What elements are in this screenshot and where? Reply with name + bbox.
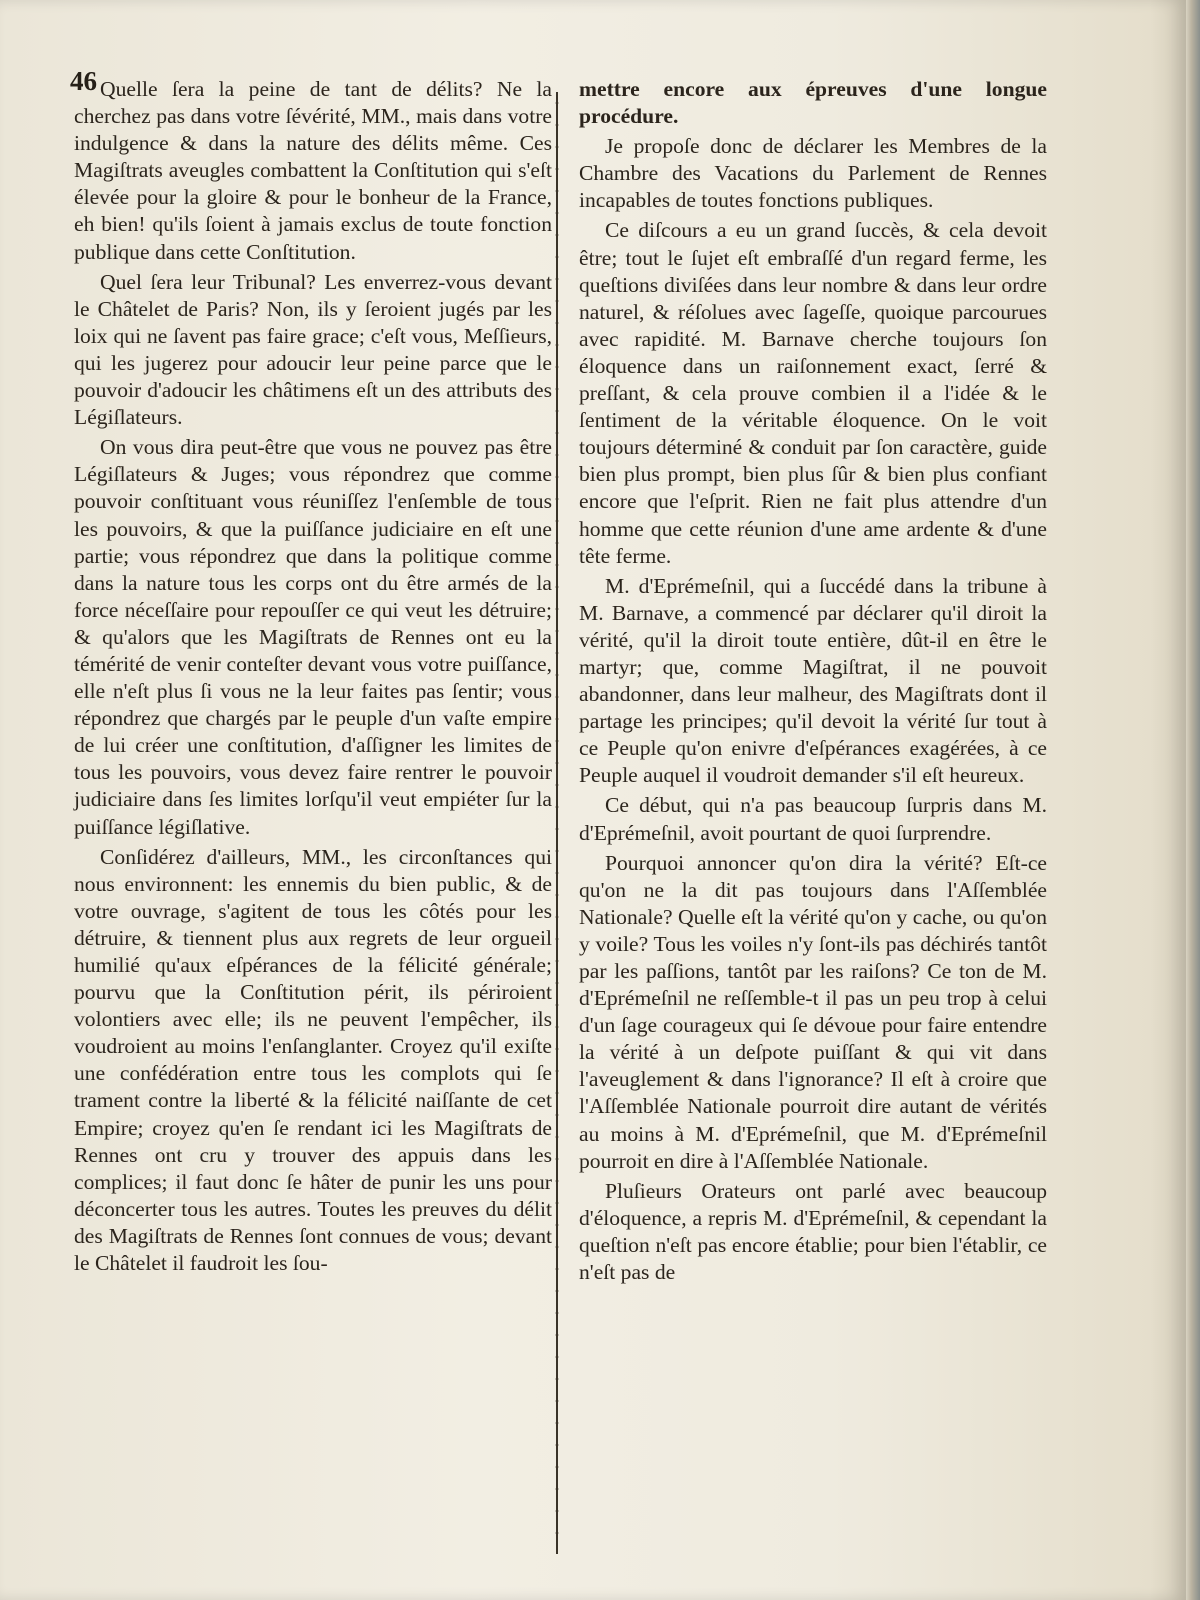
paragraph: Ce début, qui n'a pas beaucoup ſurpris dans M. d'Eprémeſnil, avoit pourtant de quoi ſurprendre. xyxy=(579,793,1047,845)
column-divider-dots xyxy=(553,92,561,1554)
paragraph: On vous dira peut-être que vous ne pouvez pas être Légiſlateurs & Juges; vous répondrez que comme pouvoir conſtituant vous réuniſſez l'enſemble de tous les pouvoirs, & que la puiſſance judiciaire en eſt une partie; vous répondrez que dans la politique comme dans la nature tous les corps ont du être armés de la force néceſſaire pour repouſſer ce qui veut les détruire; & qu'alors que les Magiſtrats de Rennes ont eu la témérité de venir conteſter devant vous votre puiſſance, elle n'eſt plus ſi vous ne la leur faites pas ſentir; vous répondrez que chargés par le peuple d'un vaſte empire de lui créer une conſtitution, d'aſſigner les limites de tous les pouvoirs, vous devez faire rentrer le pouvoir judiciaire dans ſes limites lorſqu'il veut empiéter ſur la puiſſance légiſlative. xyxy=(74,435,552,839)
paragraph: M. d'Eprémeſnil, qui a ſuccédé dans la tribune à M. Barnave, a commencé par déclarer qu'il diroit la vérité, qu'il la diroit toute entière, dût-il en être le martyr; que, comme Magiſtrat, il ne pouvoit abandonner, dans leur malheur, des Magiſtrats dont il partage les principes; qu'il devoit la vérité ſur tout à ce Peuple qu'on enivre d'eſpérances exagérées, à ce Peuple auquel il voudroit demander s'il eſt heureux. xyxy=(579,573,1047,788)
paragraph-continuation: mettre encore aux épreuves d'une longue procédure. xyxy=(579,77,1047,129)
paragraph: Pluſieurs Orateurs ont parlé avec beaucoup d'éloquence, a repris M. d'Eprémeſnil, & cependant la queſtion n'eſt pas encore établie; pour bien l'établir, ce n'eſt pas de xyxy=(579,1178,1047,1285)
page-edge xyxy=(1186,0,1200,1600)
right-column xyxy=(579,76,1047,1289)
paragraph: Quel ſera leur Tribunal? Les enverrez-vous devant le Châtelet de Paris? Non, ils y ſeroient jugés par les loix qui ne ſavent pas faire grace; c'eſt vous, Meſſieurs, qui les jugerez pour adoucir leur peine parce que le pouvoir d'adoucir les châtimens eſt un des attributs des Légiſlateurs. xyxy=(74,269,552,430)
paragraph: Ce diſcours a eu un grand ſuccès, & cela devoit être; tout le ſujet eſt embraſſé d'un regard ferme, les queſtions diviſées dans leur nombre & dans leur ordre naturel, & réſolues avec ſageſſe, quoique parcourues avec rapidité. M. Barnave cherche toujours ſon éloquence dans un raiſonnement exact, ſerré & preſſant, & cela prouve combien il a l'idée & le ſentiment de la véritable éloquence. On le voit toujours déterminé & conduit par ſon caractère, guide bien plus prompt, bien plus ſûr & bien plus confiant encore que l'eſprit. Rien ne fait plus attendre d'un homme que cette réunion d'une ame ardente & d'une tête ferme. xyxy=(579,218,1047,568)
paragraph: Je propoſe donc de déclarer les Membres de la Chambre des Vacations du Parlement de Rennes incapables de toutes fonctions publiques. xyxy=(579,134,1047,213)
page-number: 46 xyxy=(70,66,97,96)
left-column xyxy=(74,76,552,1280)
paragraph: Pourquoi annoncer qu'on dira la vérité? Eſt-ce qu'on ne la dit pas toujours dans l'Aſſemblée Nationale? Quelle eſt la vérité qu'on y cache, ou qu'on y voile? Tous les voiles n'y ſont-ils pas déchirés tantôt par les paſſions, tantôt par les raiſons? Ce ton de M. d'Eprémeſnil ne reſſemble-t il pas un peu trop à celui d'un ſage courageux qui ſe dévoue pour faire entendre la vérité à un deſpote puiſſant & qui vit dans l'aveuglement & dans l'ignorance? Il eſt à croire que l'Aſſemblée Nationale pourroit dire autant de vérités au moins à M. d'Eprémeſnil, que M. d'Eprémeſnil pourroit en dire à l'Aſſemblée Nationale. xyxy=(579,850,1047,1173)
paragraph: Conſidérez d'ailleurs, MM., les circonſtances qui nous environnent: les ennemis du bien public, & de votre ouvrage, s'agitent de tous les côtés pour les détruire, & tiennent plus aux regrets de leur orgueil humilié qu'aux eſpérances de la félicité générale; pourvu que la Conſtitution périt, ils périroient volontiers avec elle; ils ne peuvent l'empêcher, ils voudroient au moins l'enſanglanter. Croyez qu'il exiſte une confédération entre tous les complots qui ſe trament contre la liberté & la félicité naiſſante de cet Empire; croyez qu'en ſe rendant ici les Magiſtrats de Rennes ont cru y trouver des appuis dans les complices; il faut donc ſe hâter de punir les uns pour déconcerter tous les autres. Toutes les preuves du délit des Magiſtrats de Rennes ſont connues de vous; devant le Châtelet il faudroit les ſou- xyxy=(74,844,552,1276)
page-fold-shadow xyxy=(1150,0,1186,1600)
paragraph: Quelle ſera la peine de tant de délits? Ne la cherchez pas dans votre ſévérité, MM., mais dans votre indulgence & dans la nature des délits même. Ces Magiſtrats aveugles combattent la Conſtitution qui s'eſt élevée pour la gloire & pour le bonheur de la France, eh bien! qu'ils ſoient à jamais exclus de toute fonction publique dans cette Conſtitution. xyxy=(74,77,552,264)
